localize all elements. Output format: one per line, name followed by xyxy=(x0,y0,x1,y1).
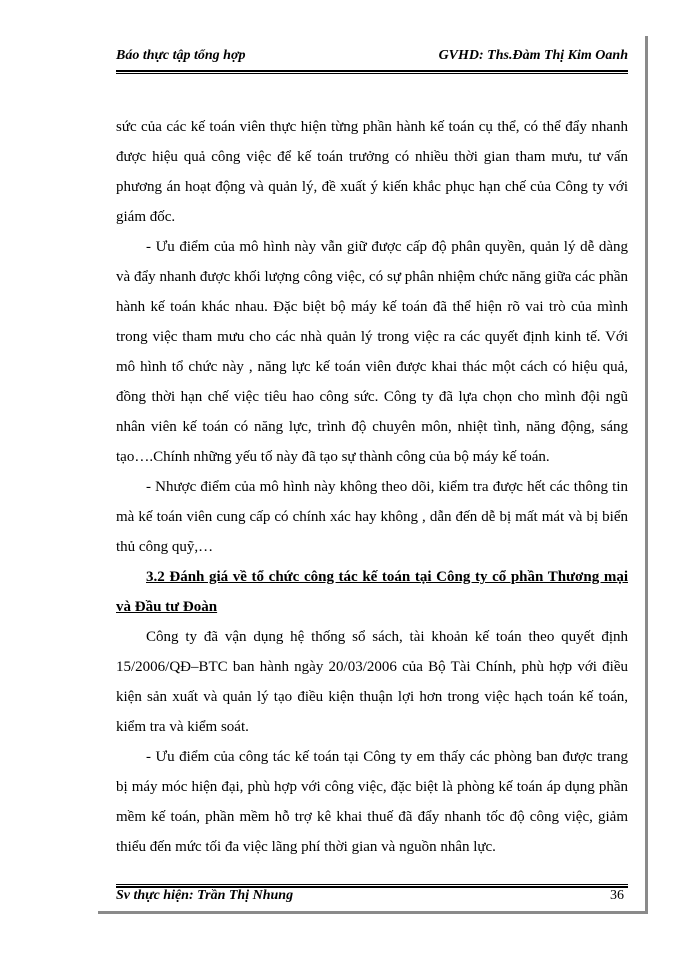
paragraph-accounting-system: Công ty đã vận dụng hệ thống sổ sách, tài khoản kế toán theo quyết định 15/2006/QĐ–BTC ban hành ngày 20/03/2006 của Bộ Tài Chính, phù hợp với điều kiện sản xuất và quản lý tạo điều kiện thuận lợi hơn trong việc hạch toán kế toán, kiểm tra và kiểm soát. xyxy=(116,629,628,735)
paragraph-advantages-model: - Ưu điểm của mô hình này vẫn giữ được cấp độ phân quyền, quản lý dễ dàng và đẩy nhanh được khối lượng công việc, có sự phân nhiệm chức năng giữa các phần hành kế toán khác nhau. Đặc biệt bộ máy kế toán đã thể hiện rõ vai trò của mình trong việc tham mưu cho các nhà quản lý trong việc ra các quyết định kinh tế. Với mô hình tổ chức này , năng lực kế toán viên được khai thác một cách có hiệu quả, đồng thời hạn chế việc tiêu hao công sức. Công ty đã lựa chọn cho mình đội ngũ nhân viên kế toán có năng lực, trình độ chuyên môn, nhiệt tình, năng động, sáng tạo….Chính những yếu tố này đã tạo sự thành công của bộ máy kế toán. xyxy=(116,239,628,465)
paragraph-disadvantages-model: - Nhược điểm của mô hình này không theo dõi, kiểm tra được hết các thông tin mà kế toán viên cung cấp có chính xác hay không , dẫn đến dễ bị mất mát và bị biển thủ công quỹ,… xyxy=(116,479,628,555)
header-report-title: Báo thực tập tổng hợp xyxy=(116,48,246,63)
document-body xyxy=(116,112,628,862)
paragraph-continuation: sức của các kế toán viên thực hiện từng phần hành kế toán cụ thể, có thể đẩy nhanh được hiệu quả công việc để kế toán trưởng có nhiều thời gian tham mưu, tư vấn phương án hoạt động và quản lý, đề xuất ý kiến khắc phục hạn chế của Công ty với giám đốc. xyxy=(116,119,628,225)
header-supervisor: GVHD: Ths.Đàm Thị Kim Oanh xyxy=(438,48,628,63)
page-header xyxy=(116,48,628,70)
page-number: 36 xyxy=(610,888,624,903)
header-divider xyxy=(116,70,628,74)
paragraph-advantages-accounting: - Ưu điểm của công tác kế toán tại Công ty em thấy các phòng ban được trang bị máy móc hiện đại, phù hợp với công việc, đặc biệt là phòng kế toán áp dụng phần mềm kế toán, phần mềm hỗ trợ kê khai thuế đã đẩy nhanh tốc độ công việc, giảm thiểu đến mức tối đa việc lãng phí thời gian và nguồn nhân lực. xyxy=(116,749,628,855)
footer-student-name: Sv thực hiện: Trần Thị Nhung xyxy=(116,888,294,903)
page-footer xyxy=(116,888,628,908)
section-heading-3-2: 3.2 Đánh giá về tổ chức công tác kế toán tại Công ty cổ phần Thương mại và Đầu tư Đoàn xyxy=(116,569,628,615)
